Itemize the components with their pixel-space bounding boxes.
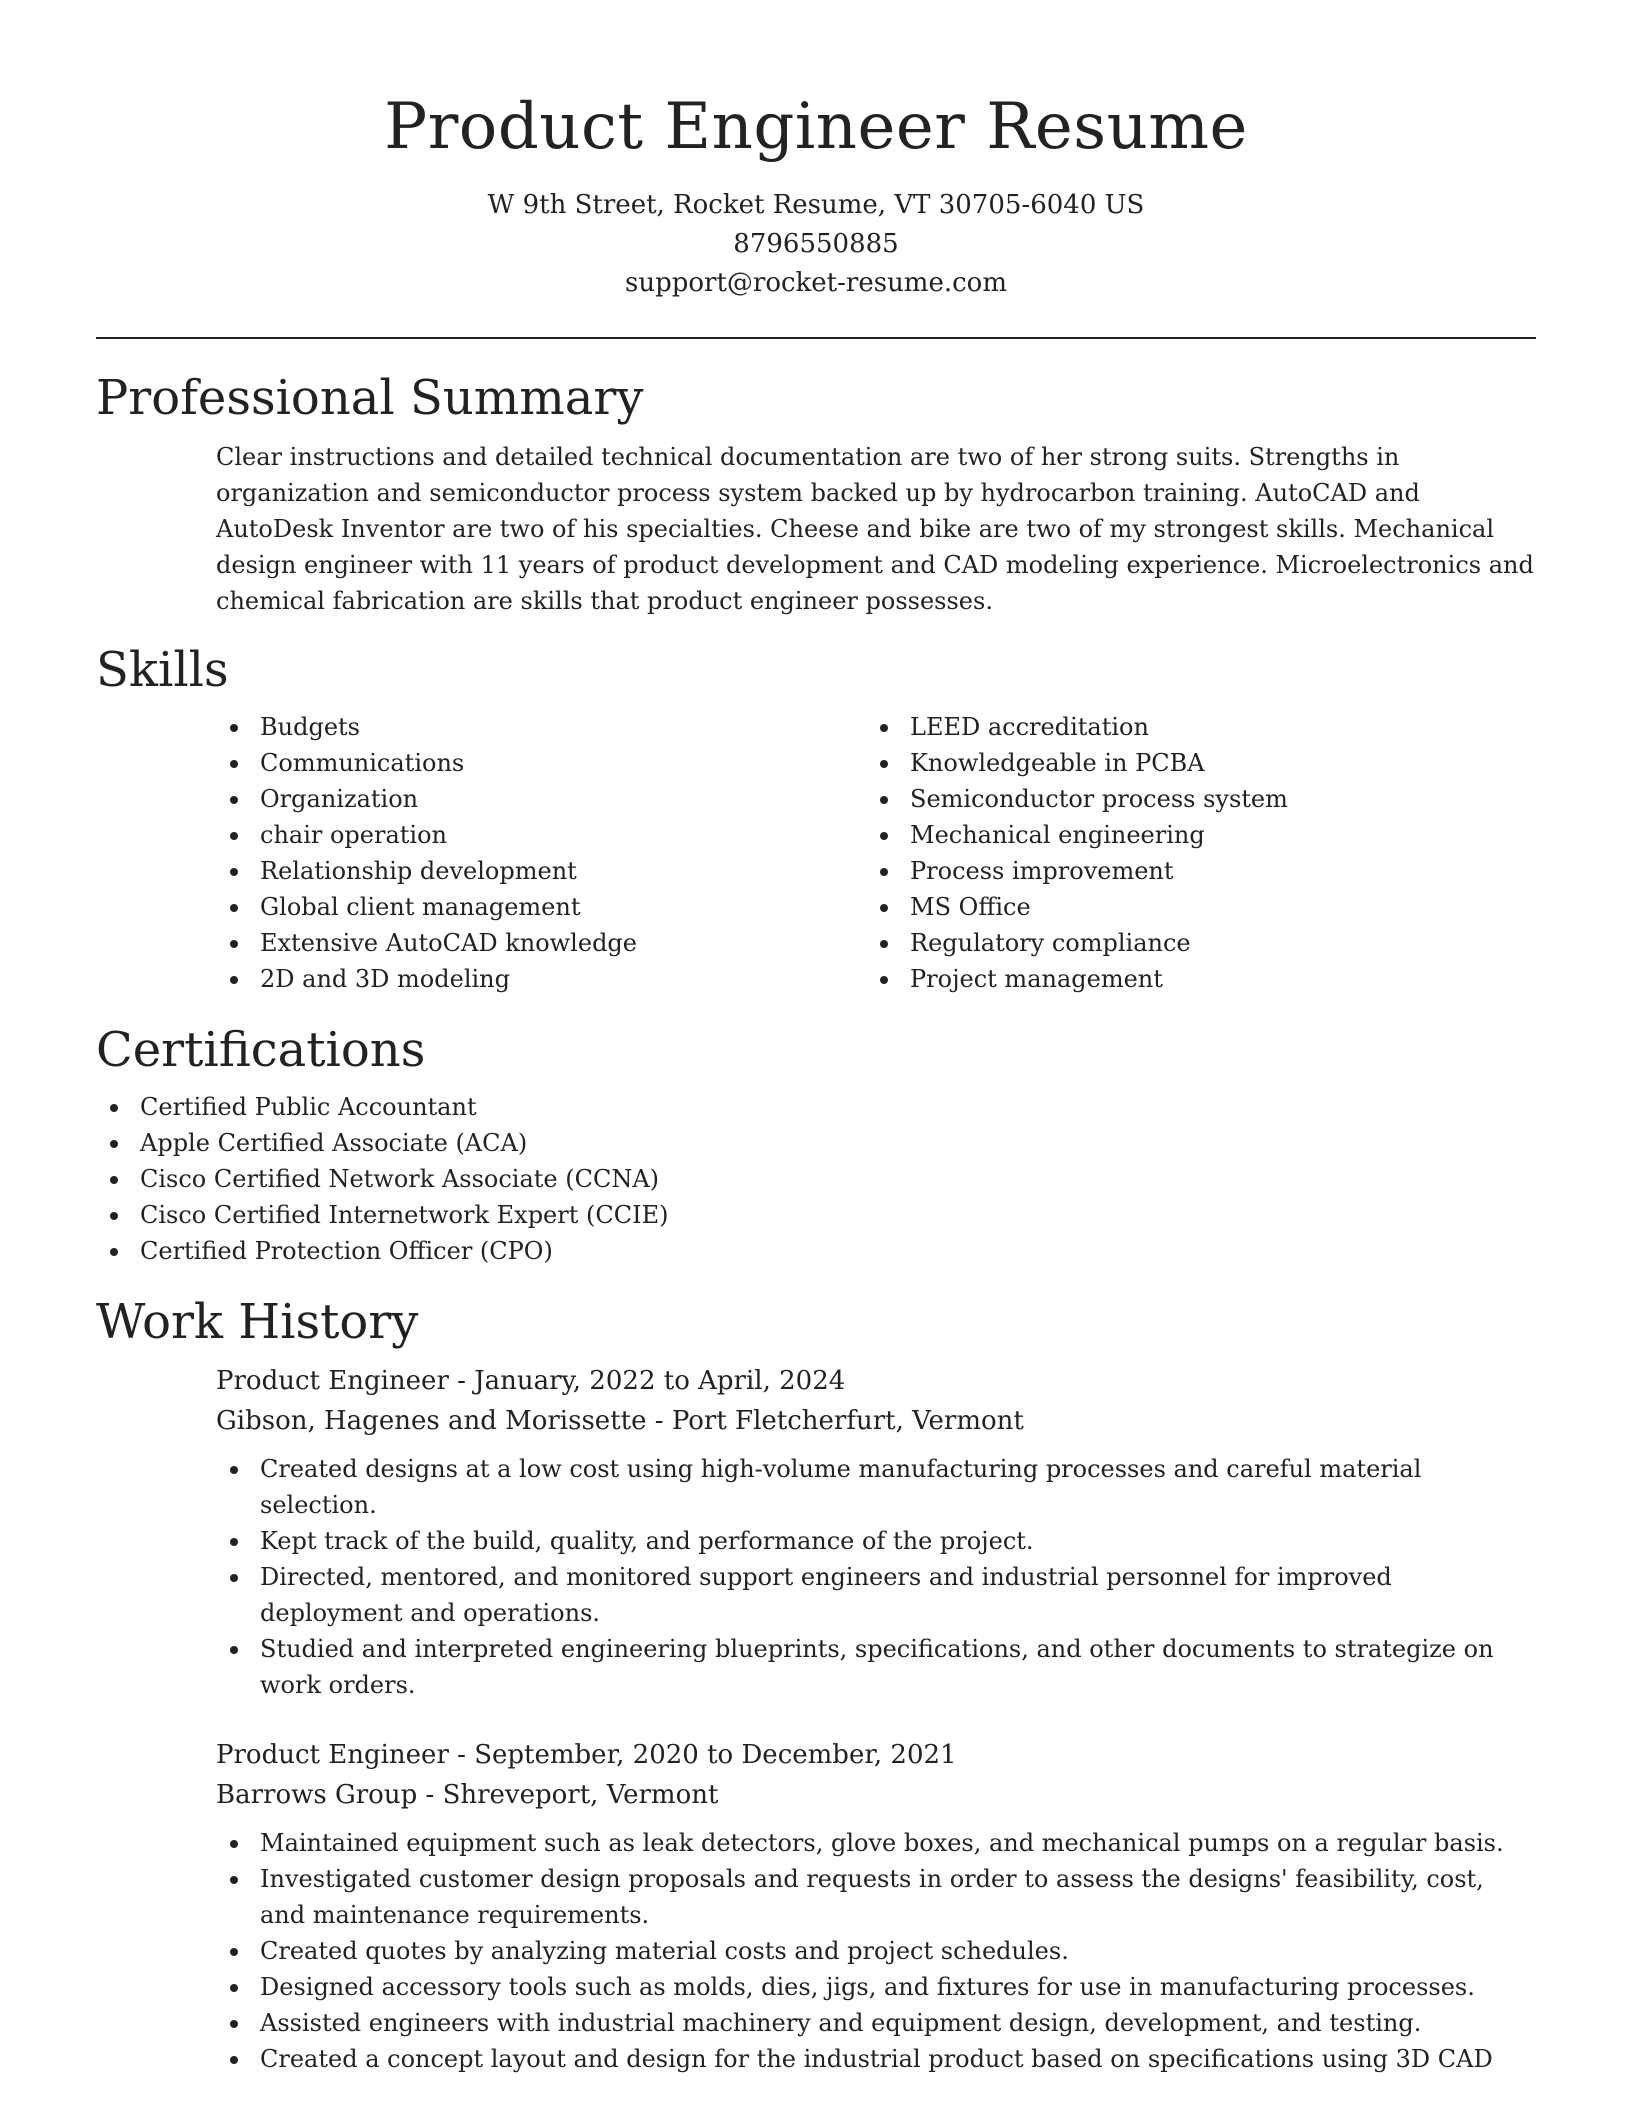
skill-item: Process improvement bbox=[866, 853, 1516, 889]
job-location: Shreveport, Vermont bbox=[442, 1780, 719, 1810]
job-separator: - bbox=[425, 1780, 443, 1810]
job-dates: January, 2022 to April, 2024 bbox=[474, 1366, 846, 1396]
skill-item: Budgets bbox=[216, 709, 866, 745]
skills-left-list bbox=[216, 709, 866, 997]
certification-item: Cisco Certified Internetwork Expert (CCIE) bbox=[96, 1197, 1536, 1233]
skill-item: Regulatory compliance bbox=[866, 925, 1516, 961]
address-text: W 9th Street, Rocket Resume, VT 30705-6040 US bbox=[487, 190, 1145, 220]
resume-header bbox=[96, 0, 1536, 303]
job-title-line bbox=[216, 1361, 1536, 1401]
skill-item: Project management bbox=[866, 961, 1516, 997]
job-separator: - bbox=[457, 1740, 475, 1770]
job-bullets bbox=[96, 1825, 1536, 2077]
email-text: support@rocket-resume.com bbox=[624, 268, 1007, 298]
skill-item: Mechanical engineering bbox=[866, 817, 1516, 853]
job-company: Gibson, Hagenes and Morissette bbox=[216, 1406, 647, 1436]
summary-text: Clear instructions and detailed technical documentation are two of her strong suits. Strengths in organization and semiconductor process system backed up by hydrocarbon training. AutoCAD and AutoDesk Inventor are two of his specialties. Cheese and bike are two of my strongest skills. Mechanical design engineer with 11 years of product development and CAD modeling experience. Microelectronics and chemical fabrication are skills that product engineer possesses. bbox=[216, 443, 1534, 615]
job-separator: - bbox=[457, 1366, 475, 1396]
page-title: Product Engineer Resume bbox=[384, 90, 1248, 164]
job-bullet: Created designs at a low cost using high-volume manufacturing processes and careful material selection. bbox=[216, 1451, 1536, 1523]
work-history-section bbox=[96, 1291, 1536, 2077]
skills-heading: Skills bbox=[96, 642, 229, 698]
job-bullet: Assisted engineers with industrial machinery and equipment design, development, and testing. bbox=[216, 2005, 1536, 2041]
skill-item: Extensive AutoCAD knowledge bbox=[216, 925, 866, 961]
contact-info bbox=[96, 186, 1536, 303]
phone-text: 8796550885 bbox=[733, 229, 899, 259]
job-company-line bbox=[216, 1775, 1536, 1815]
certification-item: Certified Protection Officer (CPO) bbox=[96, 1233, 1536, 1269]
job-company-line bbox=[216, 1401, 1536, 1441]
skill-item: Communications bbox=[216, 745, 866, 781]
skills-right-list bbox=[866, 709, 1516, 997]
job-location: Port Fletcherfurt, Vermont bbox=[671, 1406, 1024, 1436]
job-bullet: Studied and interpreted engineering blueprints, specifications, and other documents to strategize on work orders. bbox=[216, 1631, 1536, 1703]
summary-heading: Professional Summary bbox=[96, 370, 644, 426]
skills-section bbox=[96, 639, 1536, 997]
work-history-heading: Work History bbox=[96, 1294, 419, 1350]
certification-item: Cisco Certified Network Associate (CCNA) bbox=[96, 1161, 1536, 1197]
job-separator: - bbox=[654, 1406, 672, 1436]
job-bullet: Created a concept layout and design for the industrial product based on specifications using 3D CAD bbox=[216, 2041, 1536, 2077]
job-title: Product Engineer bbox=[216, 1366, 449, 1396]
job-bullet: Directed, mentored, and monitored support engineers and industrial personnel for improved deployment and operations. bbox=[216, 1559, 1536, 1631]
skill-item: Global client management bbox=[216, 889, 866, 925]
job-bullet: Investigated customer design proposals and requests in order to assess the designs' feasibility, cost, and maintenance requirements. bbox=[216, 1861, 1536, 1933]
skill-item: MS Office bbox=[866, 889, 1516, 925]
skill-item: LEED accreditation bbox=[866, 709, 1516, 745]
skill-item: chair operation bbox=[216, 817, 866, 853]
certification-item: Certified Public Accountant bbox=[96, 1089, 1536, 1125]
job-bullet: Created quotes by analyzing material costs and project schedules. bbox=[216, 1933, 1536, 1969]
certification-item: Apple Certified Associate (ACA) bbox=[96, 1125, 1536, 1161]
header-divider bbox=[96, 337, 1536, 339]
job-bullet: Designed accessory tools such as molds, dies, jigs, and fixtures for use in manufacturing processes. bbox=[216, 1969, 1536, 2005]
skill-item: Organization bbox=[216, 781, 866, 817]
job-dates: September, 2020 to December, 2021 bbox=[474, 1740, 957, 1770]
job-company: Barrows Group bbox=[216, 1780, 418, 1810]
job-title: Product Engineer bbox=[216, 1740, 449, 1770]
job-bullet: Maintained equipment such as leak detectors, glove boxes, and mechanical pumps on a regular basis. bbox=[216, 1825, 1536, 1861]
skill-item: Relationship development bbox=[216, 853, 866, 889]
job-bullets bbox=[96, 1451, 1536, 1703]
job-entry bbox=[216, 1361, 1536, 1703]
certifications-section bbox=[96, 1019, 1536, 1269]
job-entry bbox=[216, 1735, 1536, 2077]
job-title-line bbox=[216, 1735, 1536, 1775]
skill-item: 2D and 3D modeling bbox=[216, 961, 866, 997]
certifications-heading: Certifications bbox=[96, 1022, 426, 1078]
skill-item: Semiconductor process system bbox=[866, 781, 1516, 817]
summary-section bbox=[96, 367, 1536, 619]
skills-grid bbox=[216, 709, 1536, 997]
resume-page bbox=[96, 0, 1536, 2105]
certifications-list bbox=[96, 1089, 1536, 1269]
job-bullet: Kept track of the build, quality, and performance of the project. bbox=[216, 1523, 1536, 1559]
skill-item: Knowledgeable in PCBA bbox=[866, 745, 1516, 781]
